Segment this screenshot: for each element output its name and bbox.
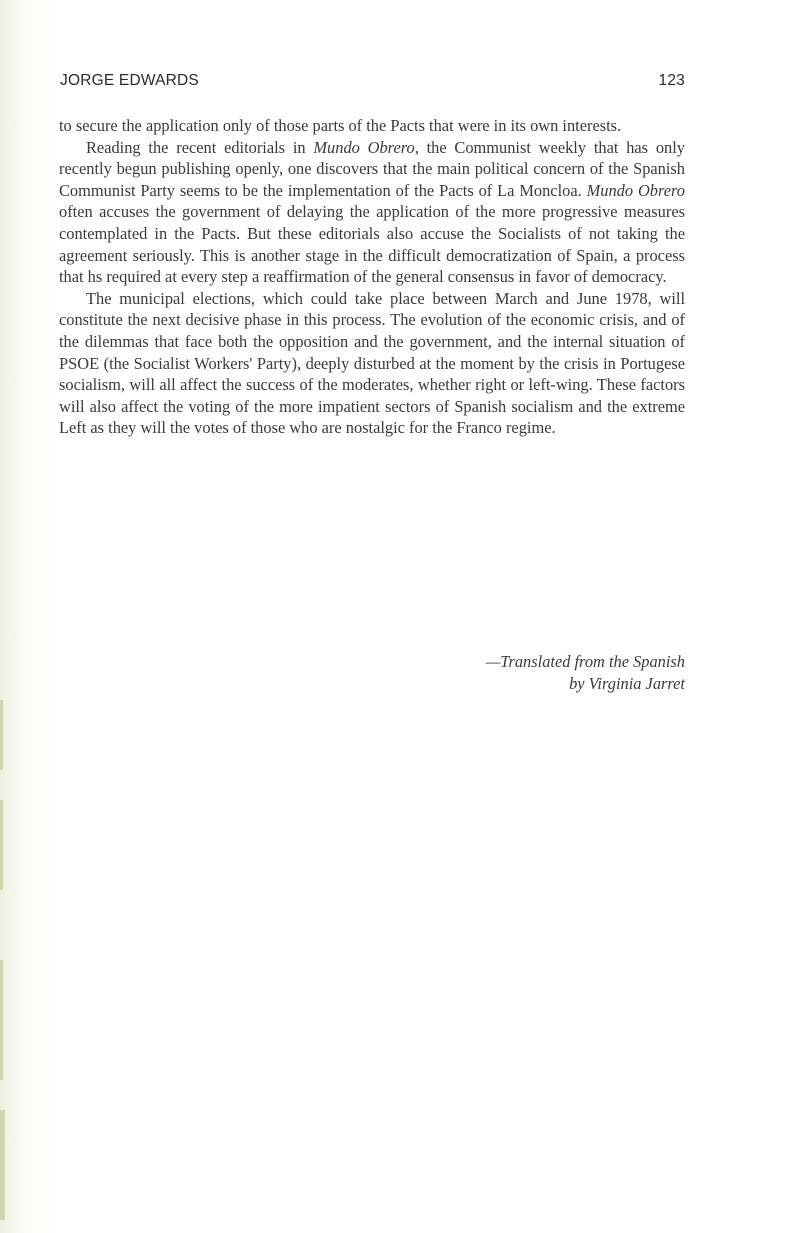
gutter-shadow xyxy=(0,1110,5,1220)
article-body xyxy=(59,115,685,439)
gutter-shadow xyxy=(0,960,3,1080)
running-header xyxy=(60,72,685,90)
paragraph-3: The municipal elections, which could take place between March and June 1978, will constitute the next decisive phase in this process. The evolution of the economic crisis, and of the dilemmas that face both the opposition and the government, and the internal situation of PSOE (the Socialist Workers' Party), deeply disturbed at the moment by the crisis in Portugese socialism, will all affect the success of the moderates, whether right or left-wing. These factors will also affect the voting of the more impatient sectors of Spanish socialism and the extreme Left as they will the votes of those who are nostalgic for the Franco regime. xyxy=(59,288,685,438)
publication-title: Mundo Obrero xyxy=(313,137,415,157)
paragraph-2 xyxy=(59,137,685,288)
page-number: 123 xyxy=(658,72,685,89)
paragraph-2-text: often accuses the government of delaying the application of the more progressive measures contemplated in the Pacts. But these editorials also accuse the Socialists of not taking the agreement seriously. This is another stage in the difficult democratization of Spain, a process that hs required at every step a reaffirmation of the general consensus in favor of democracy. xyxy=(59,202,685,287)
translation-credit xyxy=(300,651,685,694)
gutter-shadow xyxy=(0,800,3,890)
running-head-author: JORGE EDWARDS xyxy=(60,72,199,89)
gutter-shadow xyxy=(0,700,3,770)
paragraph-1: to secure the application only of those parts of the Pacts that were in its own interests. xyxy=(59,116,622,135)
paragraph-2-text: Reading the recent editorials in xyxy=(86,137,314,157)
translation-credit-line-1: —Translated from the Spanish xyxy=(485,652,685,671)
publication-title: Mundo Obrero xyxy=(586,180,686,200)
paragraph-2-text: , the Communist weekly that has only recently begun publishing openly, one discovers that the main political concern of the Spanish Communist Party seems to be the implementation of the Pacts of La Moncloa. xyxy=(59,137,685,200)
translation-credit-line-2: by Virginia Jarret xyxy=(569,673,685,693)
